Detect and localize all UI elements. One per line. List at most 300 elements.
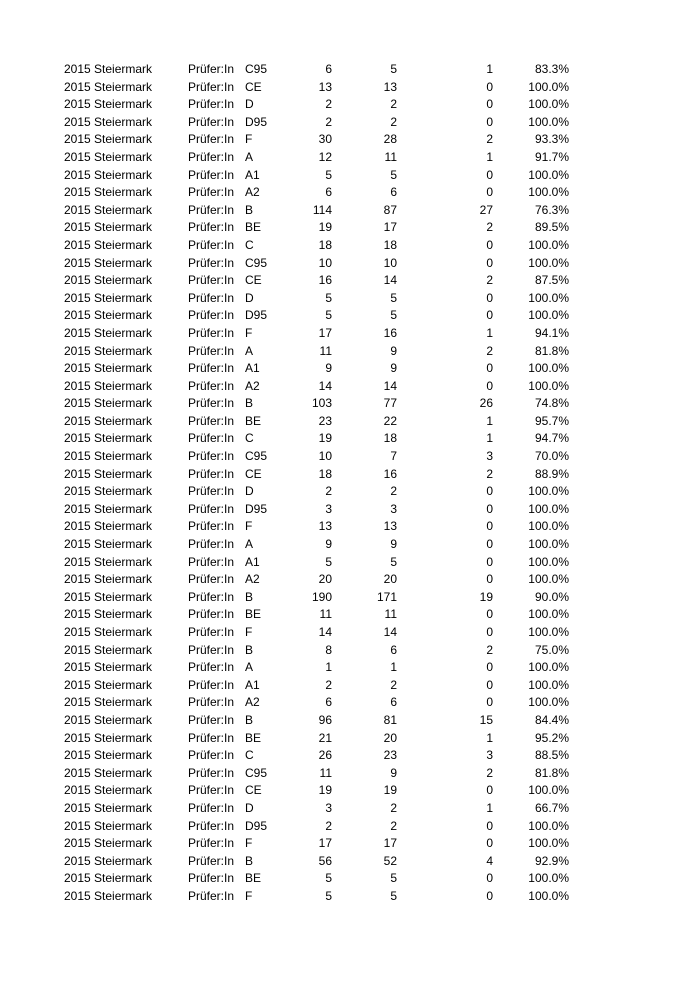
table-row xyxy=(64,677,569,695)
cell-total: 30 xyxy=(318,132,332,147)
cell-failed: 0 xyxy=(486,290,493,305)
cell-passed: 7 xyxy=(390,449,397,464)
cell-total: 11 xyxy=(319,607,332,622)
cell-year-region: 2015 Steiermark xyxy=(64,431,153,446)
cell-license-class: BE xyxy=(245,413,262,428)
cell-failed: 1 xyxy=(486,730,493,745)
cell-total: 10 xyxy=(318,449,332,464)
cell-license-class: C95 xyxy=(245,449,268,464)
cell-role: Prüfer:In xyxy=(188,818,235,833)
cell-pass-rate: 88.5% xyxy=(534,748,569,763)
cell-total: 5 xyxy=(325,308,332,323)
cell-pass-rate: 81.8% xyxy=(534,765,569,780)
cell-passed: 81 xyxy=(383,712,397,727)
cell-role: Prüfer:In xyxy=(188,625,235,639)
cell-license-class: A1 xyxy=(245,554,260,569)
cell-role: Prüfer:In xyxy=(188,888,235,903)
cell-year-region: 2015 Steiermark xyxy=(64,343,153,358)
cell-failed: 1 xyxy=(486,413,493,428)
cell-passed: 28 xyxy=(383,132,397,147)
cell-year-region: 2015 Steiermark xyxy=(64,748,153,763)
cell-total: 9 xyxy=(325,361,332,376)
cell-passed: 16 xyxy=(383,325,397,340)
cell-year-region: 2015 Steiermark xyxy=(64,871,153,886)
cell-passed: 2 xyxy=(390,818,397,833)
cell-pass-rate: 94.1% xyxy=(534,325,569,340)
cell-year-region: 2015 Steiermark xyxy=(64,62,153,76)
table-row xyxy=(64,448,569,466)
cell-pass-rate: 100.0% xyxy=(528,290,569,305)
table-row xyxy=(64,765,569,783)
cell-role: Prüfer:In xyxy=(188,361,235,376)
cell-pass-rate: 91.7% xyxy=(534,149,569,164)
cell-year-region: 2015 Steiermark xyxy=(64,589,153,604)
cell-passed: 9 xyxy=(390,765,397,780)
cell-failed: 0 xyxy=(486,677,493,692)
cell-license-class: D95 xyxy=(245,114,268,129)
cell-passed: 9 xyxy=(390,343,397,358)
table-row xyxy=(64,343,569,361)
cell-license-class: D xyxy=(245,290,254,305)
cell-role: Prüfer:In xyxy=(188,589,235,604)
table-row xyxy=(64,536,569,554)
cell-pass-rate: 100.0% xyxy=(528,818,569,833)
table-row xyxy=(64,131,569,149)
table-row xyxy=(64,114,569,132)
cell-passed: 77 xyxy=(383,396,397,411)
cell-pass-rate: 100.0% xyxy=(528,625,569,639)
cell-pass-rate: 100.0% xyxy=(528,836,569,851)
table-row xyxy=(64,730,569,748)
cell-total: 1 xyxy=(325,660,332,675)
cell-passed: 6 xyxy=(390,185,397,200)
cell-year-region: 2015 Steiermark xyxy=(64,625,153,639)
cell-year-region: 2015 Steiermark xyxy=(64,132,153,147)
table-row xyxy=(64,325,569,343)
cell-pass-rate: 100.0% xyxy=(528,167,569,182)
cell-year-region: 2015 Steiermark xyxy=(64,255,153,270)
cell-license-class: A2 xyxy=(245,185,260,200)
cell-failed: 2 xyxy=(486,132,493,147)
cell-pass-rate: 89.5% xyxy=(534,220,569,235)
cell-license-class: A1 xyxy=(245,361,260,376)
cell-pass-rate: 90.0% xyxy=(534,589,569,604)
cell-pass-rate: 93.3% xyxy=(534,132,569,147)
cell-passed: 9 xyxy=(390,361,397,376)
cell-pass-rate: 100.0% xyxy=(528,501,569,516)
cell-passed: 18 xyxy=(383,237,397,252)
cell-passed: 13 xyxy=(383,519,397,534)
cell-pass-rate: 100.0% xyxy=(528,378,569,393)
cell-pass-rate: 100.0% xyxy=(528,97,569,112)
cell-failed: 0 xyxy=(486,519,493,534)
table-row xyxy=(64,571,569,589)
cell-license-class: B xyxy=(245,202,254,217)
cell-total: 9 xyxy=(325,537,332,552)
cell-license-class: F xyxy=(245,325,253,340)
cell-year-region: 2015 Steiermark xyxy=(64,396,153,411)
cell-passed: 5 xyxy=(390,871,397,886)
cell-year-region: 2015 Steiermark xyxy=(64,537,153,552)
table-row xyxy=(64,888,569,906)
cell-pass-rate: 66.7% xyxy=(534,800,569,815)
cell-passed: 6 xyxy=(390,695,397,710)
results-table-body xyxy=(64,61,569,906)
cell-year-region: 2015 Steiermark xyxy=(64,220,153,235)
cell-year-region: 2015 Steiermark xyxy=(64,413,153,428)
table-row xyxy=(64,818,569,836)
cell-role: Prüfer:In xyxy=(188,677,235,692)
cell-passed: 87 xyxy=(383,202,397,217)
cell-role: Prüfer:In xyxy=(188,237,235,252)
cell-total: 2 xyxy=(325,818,332,833)
cell-passed: 1 xyxy=(390,660,397,675)
cell-role: Prüfer:In xyxy=(188,97,235,112)
cell-license-class: A2 xyxy=(245,378,260,393)
cell-passed: 18 xyxy=(383,431,397,446)
cell-license-class: F xyxy=(245,836,253,851)
cell-total: 8 xyxy=(325,642,332,657)
cell-role: Prüfer:In xyxy=(188,149,235,164)
cell-total: 14 xyxy=(318,625,332,639)
cell-total: 16 xyxy=(318,273,332,288)
cell-failed: 0 xyxy=(486,695,493,710)
cell-role: Prüfer:In xyxy=(188,572,235,587)
cell-passed: 11 xyxy=(384,607,397,622)
cell-failed: 2 xyxy=(486,466,493,481)
cell-year-region: 2015 Steiermark xyxy=(64,185,153,200)
cell-role: Prüfer:In xyxy=(188,378,235,393)
cell-role: Prüfer:In xyxy=(188,660,235,675)
cell-role: Prüfer:In xyxy=(188,273,235,288)
cell-failed: 3 xyxy=(486,748,493,763)
cell-year-region: 2015 Steiermark xyxy=(64,484,153,499)
cell-year-region: 2015 Steiermark xyxy=(64,202,153,217)
cell-pass-rate: 100.0% xyxy=(528,572,569,587)
cell-total: 2 xyxy=(325,114,332,129)
cell-total: 6 xyxy=(325,185,332,200)
cell-passed: 5 xyxy=(390,554,397,569)
cell-year-region: 2015 Steiermark xyxy=(64,888,153,903)
cell-failed: 27 xyxy=(479,202,493,217)
cell-license-class: B xyxy=(245,642,254,657)
cell-license-class: D xyxy=(245,800,254,815)
cell-failed: 0 xyxy=(486,79,493,94)
cell-license-class: F xyxy=(245,625,253,639)
cell-role: Prüfer:In xyxy=(188,255,235,270)
cell-license-class: B xyxy=(245,712,254,727)
cell-role: Prüfer:In xyxy=(188,220,235,235)
cell-year-region: 2015 Steiermark xyxy=(64,167,153,182)
table-row xyxy=(64,360,569,378)
table-row xyxy=(64,184,569,202)
cell-year-region: 2015 Steiermark xyxy=(64,695,153,710)
cell-failed: 0 xyxy=(486,871,493,886)
cell-role: Prüfer:In xyxy=(188,607,235,622)
cell-role: Prüfer:In xyxy=(188,554,235,569)
cell-failed: 2 xyxy=(486,220,493,235)
cell-license-class: C xyxy=(245,431,254,446)
cell-total: 17 xyxy=(318,325,332,340)
cell-pass-rate: 92.9% xyxy=(534,853,569,868)
cell-role: Prüfer:In xyxy=(188,396,235,411)
cell-year-region: 2015 Steiermark xyxy=(64,308,153,323)
cell-total: 21 xyxy=(318,730,332,745)
cell-year-region: 2015 Steiermark xyxy=(64,466,153,481)
cell-license-class: D xyxy=(245,484,254,499)
cell-passed: 2 xyxy=(390,114,397,129)
cell-pass-rate: 100.0% xyxy=(528,361,569,376)
cell-license-class: D95 xyxy=(245,818,268,833)
cell-pass-rate: 100.0% xyxy=(528,185,569,200)
cell-total: 19 xyxy=(318,431,332,446)
cell-role: Prüfer:In xyxy=(188,765,235,780)
cell-year-region: 2015 Steiermark xyxy=(64,853,153,868)
table-row xyxy=(64,272,569,290)
table-row xyxy=(64,378,569,396)
cell-role: Prüfer:In xyxy=(188,871,235,886)
cell-role: Prüfer:In xyxy=(188,484,235,499)
cell-failed: 0 xyxy=(486,660,493,675)
cell-year-region: 2015 Steiermark xyxy=(64,519,153,534)
table-row xyxy=(64,589,569,607)
cell-failed: 26 xyxy=(479,396,493,411)
cell-year-region: 2015 Steiermark xyxy=(64,273,153,288)
cell-passed: 22 xyxy=(383,413,397,428)
cell-total: 6 xyxy=(325,695,332,710)
cell-license-class: A1 xyxy=(245,167,260,182)
cell-year-region: 2015 Steiermark xyxy=(64,607,153,622)
cell-failed: 0 xyxy=(486,783,493,798)
table-row xyxy=(64,694,569,712)
cell-passed: 14 xyxy=(383,273,397,288)
cell-license-class: C95 xyxy=(245,255,268,270)
cell-total: 5 xyxy=(325,290,332,305)
table-row xyxy=(64,149,569,167)
cell-role: Prüfer:In xyxy=(188,308,235,323)
cell-passed: 6 xyxy=(390,642,397,657)
cell-license-class: F xyxy=(245,132,253,147)
cell-failed: 2 xyxy=(486,343,493,358)
cell-role: Prüfer:In xyxy=(188,853,235,868)
table-row xyxy=(64,466,569,484)
cell-pass-rate: 95.7% xyxy=(534,413,569,428)
cell-license-class: A2 xyxy=(245,695,260,710)
cell-year-region: 2015 Steiermark xyxy=(64,730,153,745)
cell-pass-rate: 100.0% xyxy=(528,554,569,569)
cell-license-class: A xyxy=(245,660,254,675)
cell-license-class: BE xyxy=(245,220,262,235)
cell-failed: 0 xyxy=(486,607,493,622)
table-row xyxy=(64,501,569,519)
cell-total: 26 xyxy=(318,748,332,763)
cell-failed: 0 xyxy=(486,572,493,587)
cell-role: Prüfer:In xyxy=(188,343,235,358)
cell-failed: 0 xyxy=(486,378,493,393)
cell-role: Prüfer:In xyxy=(188,132,235,147)
cell-passed: 14 xyxy=(383,378,397,393)
cell-year-region: 2015 Steiermark xyxy=(64,554,153,569)
cell-role: Prüfer:In xyxy=(188,449,235,464)
table-row xyxy=(64,853,569,871)
cell-passed: 9 xyxy=(390,537,397,552)
cell-pass-rate: 84.4% xyxy=(534,712,569,727)
cell-license-class: A2 xyxy=(245,572,260,587)
cell-total: 17 xyxy=(318,836,332,851)
cell-year-region: 2015 Steiermark xyxy=(64,800,153,815)
cell-passed: 14 xyxy=(383,625,397,639)
cell-passed: 10 xyxy=(383,255,397,270)
cell-year-region: 2015 Steiermark xyxy=(64,501,153,516)
cell-failed: 1 xyxy=(486,149,493,164)
cell-pass-rate: 83.3% xyxy=(534,62,569,76)
cell-total: 103 xyxy=(311,396,332,411)
cell-pass-rate: 87.5% xyxy=(534,273,569,288)
cell-passed: 5 xyxy=(390,290,397,305)
cell-failed: 0 xyxy=(486,308,493,323)
cell-total: 190 xyxy=(311,589,332,604)
cell-license-class: CE xyxy=(245,466,262,481)
cell-role: Prüfer:In xyxy=(188,114,235,129)
cell-total: 23 xyxy=(318,413,332,428)
cell-pass-rate: 100.0% xyxy=(528,783,569,798)
cell-passed: 52 xyxy=(383,853,397,868)
cell-year-region: 2015 Steiermark xyxy=(64,97,153,112)
cell-year-region: 2015 Steiermark xyxy=(64,114,153,129)
cell-passed: 2 xyxy=(390,677,397,692)
cell-failed: 19 xyxy=(479,589,493,604)
cell-role: Prüfer:In xyxy=(188,748,235,763)
cell-failed: 1 xyxy=(486,800,493,815)
cell-total: 5 xyxy=(325,167,332,182)
cell-pass-rate: 100.0% xyxy=(528,888,569,903)
cell-license-class: CE xyxy=(245,783,262,798)
cell-role: Prüfer:In xyxy=(188,325,235,340)
cell-total: 20 xyxy=(318,572,332,587)
cell-license-class: A xyxy=(245,537,254,552)
cell-license-class: BE xyxy=(245,871,262,886)
cell-pass-rate: 100.0% xyxy=(528,537,569,552)
cell-passed: 2 xyxy=(390,800,397,815)
cell-pass-rate: 100.0% xyxy=(528,660,569,675)
cell-passed: 5 xyxy=(390,62,397,76)
cell-failed: 0 xyxy=(486,888,493,903)
cell-total: 13 xyxy=(318,79,332,94)
cell-total: 56 xyxy=(318,853,332,868)
cell-total: 13 xyxy=(318,519,332,534)
cell-year-region: 2015 Steiermark xyxy=(64,378,153,393)
cell-pass-rate: 95.2% xyxy=(534,730,569,745)
cell-pass-rate: 100.0% xyxy=(528,114,569,129)
cell-passed: 20 xyxy=(383,730,397,745)
cell-total: 5 xyxy=(325,888,332,903)
cell-passed: 5 xyxy=(390,888,397,903)
cell-license-class: A xyxy=(245,343,254,358)
cell-failed: 0 xyxy=(486,114,493,129)
cell-pass-rate: 76.3% xyxy=(534,202,569,217)
cell-role: Prüfer:In xyxy=(188,79,235,94)
table-row xyxy=(64,61,569,79)
cell-passed: 5 xyxy=(390,308,397,323)
table-row xyxy=(64,413,569,431)
cell-role: Prüfer:In xyxy=(188,167,235,182)
cell-license-class: D95 xyxy=(245,308,268,323)
cell-failed: 0 xyxy=(486,97,493,112)
table-row xyxy=(64,290,569,308)
cell-license-class: C95 xyxy=(245,765,268,780)
table-row xyxy=(64,255,569,273)
table-row xyxy=(64,835,569,853)
cell-pass-rate: 100.0% xyxy=(528,677,569,692)
cell-passed: 17 xyxy=(383,836,397,851)
cell-total: 18 xyxy=(318,466,332,481)
cell-year-region: 2015 Steiermark xyxy=(64,677,153,692)
cell-pass-rate: 100.0% xyxy=(528,308,569,323)
cell-passed: 23 xyxy=(383,748,397,763)
cell-role: Prüfer:In xyxy=(188,730,235,745)
cell-role: Prüfer:In xyxy=(188,202,235,217)
cell-total: 96 xyxy=(318,712,332,727)
cell-passed: 13 xyxy=(383,79,397,94)
cell-pass-rate: 75.0% xyxy=(534,642,569,657)
cell-license-class: C95 xyxy=(245,62,268,76)
results-table xyxy=(64,61,569,906)
cell-license-class: B xyxy=(245,853,254,868)
cell-license-class: D xyxy=(245,97,254,112)
cell-pass-rate: 74.8% xyxy=(534,396,569,411)
cell-failed: 0 xyxy=(486,501,493,516)
cell-role: Prüfer:In xyxy=(188,431,235,446)
cell-role: Prüfer:In xyxy=(188,642,235,657)
cell-total: 5 xyxy=(325,871,332,886)
cell-failed: 1 xyxy=(486,62,493,76)
cell-role: Prüfer:In xyxy=(188,413,235,428)
table-row xyxy=(64,307,569,325)
cell-failed: 0 xyxy=(486,836,493,851)
table-row xyxy=(64,96,569,114)
cell-failed: 0 xyxy=(486,167,493,182)
cell-role: Prüfer:In xyxy=(188,800,235,815)
cell-failed: 0 xyxy=(486,554,493,569)
cell-failed: 0 xyxy=(486,537,493,552)
cell-passed: 171 xyxy=(376,589,397,604)
cell-year-region: 2015 Steiermark xyxy=(64,836,153,851)
cell-total: 12 xyxy=(318,149,332,164)
cell-pass-rate: 100.0% xyxy=(528,237,569,252)
cell-role: Prüfer:In xyxy=(188,537,235,552)
table-row xyxy=(64,659,569,677)
cell-role: Prüfer:In xyxy=(188,185,235,200)
cell-pass-rate: 88.9% xyxy=(534,466,569,481)
cell-license-class: A xyxy=(245,149,254,164)
cell-failed: 0 xyxy=(486,185,493,200)
cell-role: Prüfer:In xyxy=(188,290,235,305)
cell-year-region: 2015 Steiermark xyxy=(64,449,153,464)
cell-role: Prüfer:In xyxy=(188,519,235,534)
cell-passed: 20 xyxy=(383,572,397,587)
cell-failed: 2 xyxy=(486,642,493,657)
cell-failed: 15 xyxy=(479,712,493,727)
cell-failed: 1 xyxy=(486,325,493,340)
cell-year-region: 2015 Steiermark xyxy=(64,572,153,587)
cell-failed: 3 xyxy=(486,449,493,464)
cell-license-class: D95 xyxy=(245,501,268,516)
cell-failed: 0 xyxy=(486,255,493,270)
table-row xyxy=(64,554,569,572)
cell-year-region: 2015 Steiermark xyxy=(64,765,153,780)
cell-license-class: BE xyxy=(245,730,262,745)
table-row xyxy=(64,167,569,185)
